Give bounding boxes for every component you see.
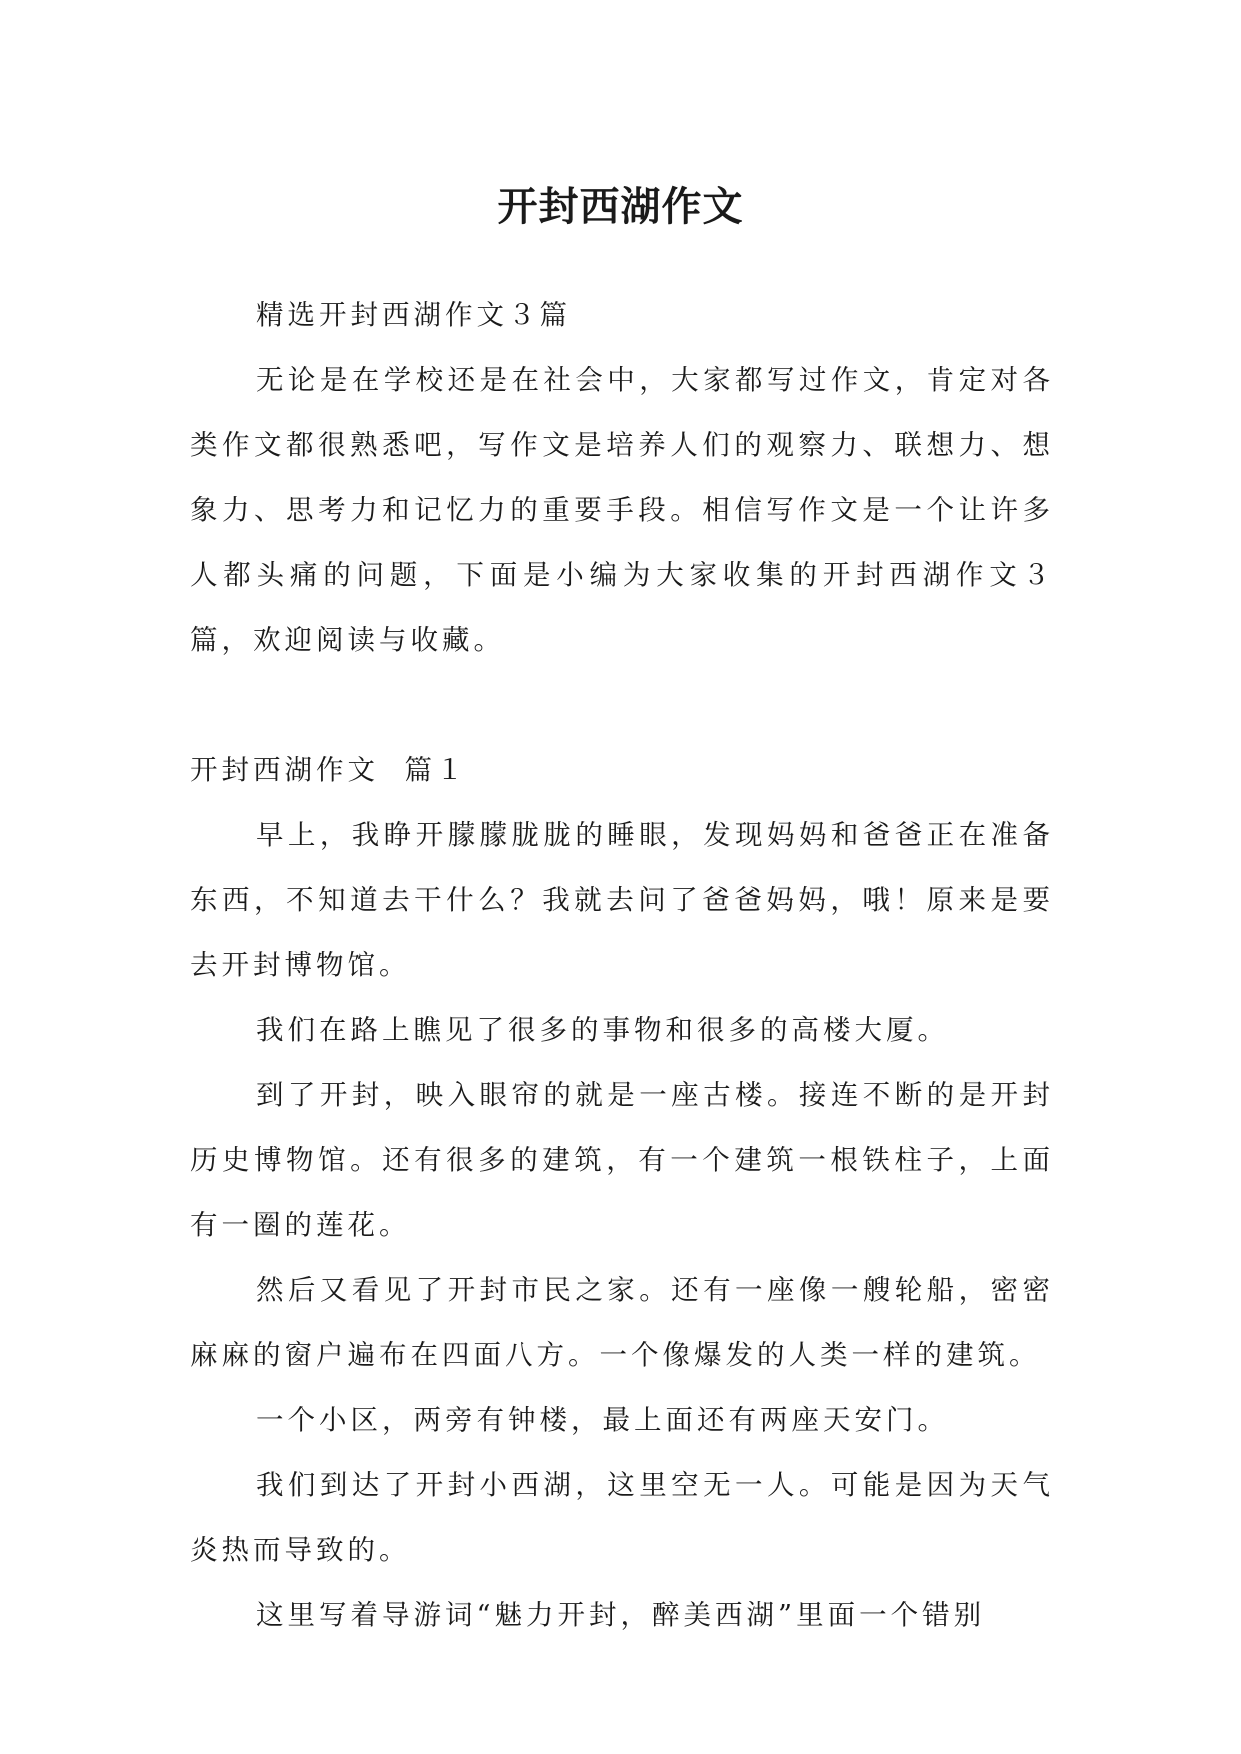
document-body — [190, 283, 1054, 1648]
page-title: 开封西湖作文 — [497, 183, 744, 230]
section-spacer — [190, 673, 1054, 738]
intro-paragraph: 无论是在学校还是在社会中，大家都写过作文，肯定对各类作文都很熟悉吧，写作文是培养人们的观察力、联想力、想象力、思考力和记忆力的重要手段。相信写作文是一个让许多人都头痛的问题，下面是小编为大家收集的开封西湖作文３篇，欢迎阅读与收藏。 — [190, 364, 1054, 656]
body-paragraph: 然后又看见了开封市民之家。还有一座像一艘轮船，密密麻麻的窗户遍布在四面八方。一个像爆发的人类一样的建筑。 — [190, 1274, 1054, 1371]
body-paragraph: 一个小区，两旁有钟楼，最上面还有两座天安门。 — [256, 1404, 949, 1436]
subtitle: 精选开封西湖作文３篇 — [256, 299, 571, 331]
body-paragraph: 早上，我睁开朦朦胧胧的睡眼，发现妈妈和爸爸正在准备东西，不知道去干什么？我就去问了爸爸妈妈，哦！原来是要去开封博物馆。 — [190, 819, 1054, 981]
body-paragraph: 我们到达了开封小西湖，这里空无一人。可能是因为天气炎热而导致的。 — [190, 1469, 1054, 1566]
body-paragraph: 我们在路上瞧见了很多的事物和很多的高楼大厦。 — [256, 1014, 949, 1046]
body-paragraph: 这里写着导游词“魅力开封，醉美西湖”里面一个错别 — [256, 1599, 986, 1631]
section-heading: 开封西湖作文 篇１ — [190, 754, 468, 786]
body-paragraph: 到了开封，映入眼帘的就是一座古楼。接连不断的是开封历史博物馆。还有很多的建筑，有一个建筑一根铁柱子，上面有一圈的莲花。 — [190, 1079, 1054, 1241]
